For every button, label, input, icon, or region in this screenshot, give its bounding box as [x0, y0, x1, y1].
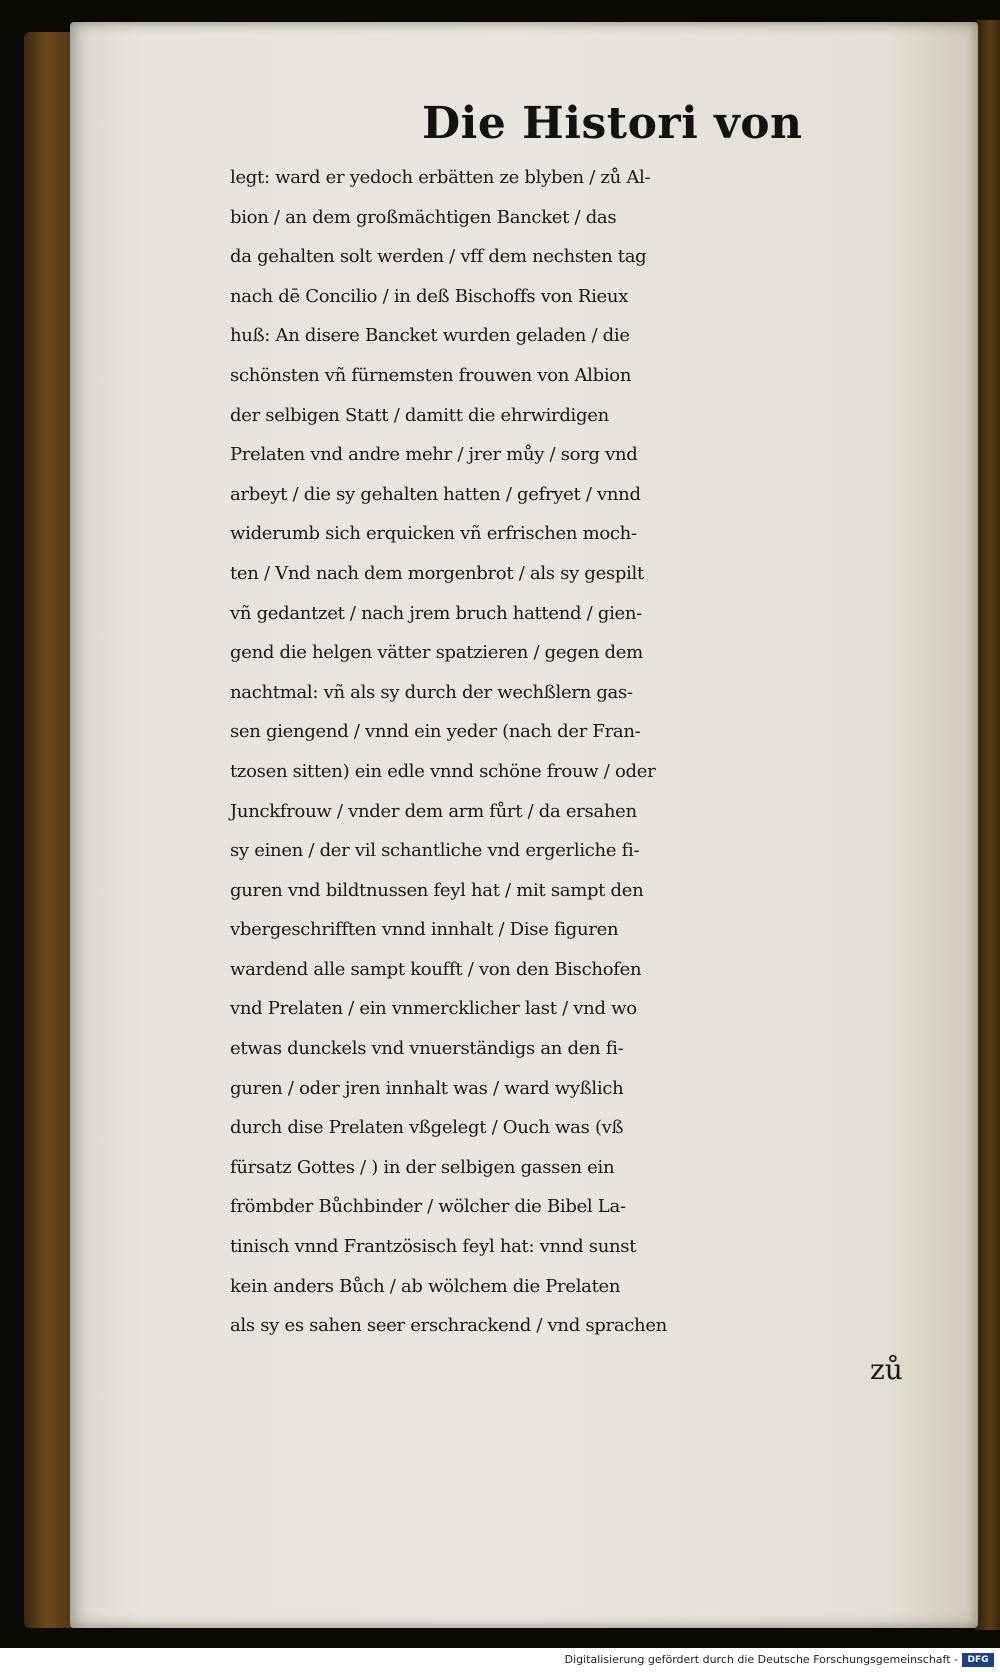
text-line: etwas dunckels vnd vnuerständigs an den fi-: [230, 1038, 624, 1060]
text-line: tzosen sitten) ein edle vnnd schöne frouw / oder: [230, 760, 656, 782]
text-line: bion / an dem großmächtigen Bancket / das: [230, 206, 617, 228]
running-head: Die Histori von: [422, 98, 803, 149]
text-line: sen giengend / vnnd ein yeder (nach der Fran-: [230, 721, 641, 743]
text-line: Junckfrouw / vnder dem arm fůrt / da ersahen: [230, 800, 637, 822]
text-line: Prelaten vnd andre mehr / jrer můy / sorg vnd: [230, 444, 638, 466]
text-line: nachtmal: vñ als sy durch der wechßlern gas-: [230, 681, 633, 703]
text-line: fürsatz Gottes / ) in der selbigen gassen ein: [230, 1156, 615, 1178]
text-line: huß: An disere Bancket wurden geladen / die: [230, 325, 630, 347]
text-line: vñ gedantzet / nach jrem bruch hattend / gien-: [230, 602, 642, 624]
text-line: vnd Prelaten / ein vnmercklicher last / vnd wo: [230, 998, 637, 1020]
text-line: da gehalten solt werden / vff dem nechsten tag: [230, 246, 647, 268]
text-line: guren vnd bildtnussen feyl hat / mit sampt den: [230, 879, 644, 901]
text-line: nach dē Concilio / in deß Bischoffs von Rieux: [230, 285, 629, 307]
text-line: frömbder Bůchbinder / wölcher die Bibel La-: [230, 1196, 626, 1218]
text-line: widerumb sich erquicken vñ erfrischen moch-: [230, 523, 637, 545]
text-line: durch dise Prelaten vßgelegt / Ouch was (vß: [230, 1117, 624, 1139]
text-line: sy einen / der vil schantliche vnd ergerliche fi-: [230, 840, 640, 862]
text-line: legt: ward er yedoch erbätten ze blyben / zů Al-: [230, 167, 651, 188]
book-cover-left-edge: [24, 32, 76, 1628]
text-line: der selbigen Statt / damitt die ehrwirdigen: [230, 404, 609, 426]
text-line: kein anders Bůch / ab wölchem die Prelaten: [230, 1275, 621, 1297]
text-line: als sy es sahen seer erschrackend / vnd sprachen: [230, 1315, 667, 1337]
text-line: gend die helgen vätter spatzieren / gegen dem: [230, 642, 643, 664]
text-line: arbeyt / die sy gehalten hatten / gefryet / vnnd: [230, 483, 641, 505]
digitization-footer: [0, 1648, 1000, 1672]
text-line: wardend alle sampt koufft / von den Bischofen: [230, 958, 642, 980]
book-cover-right-edge: [975, 20, 1000, 1630]
text-line: guren / oder jren innhalt was / ward wyßlich: [230, 1077, 624, 1099]
body-text: [230, 158, 920, 1346]
text-line: ten / Vnd nach dem morgenbrot / als sy gespilt: [230, 562, 644, 584]
text-line: tinisch vnnd Frantzösisch feyl hat: vnnd sunst: [230, 1236, 637, 1258]
text-line: vbergeschrifften vnnd innhalt / Dise figuren: [230, 919, 619, 941]
funding-notice: Digitalisierung gefördert durch die Deutsche Forschungsgemeinschaft -: [564, 1653, 958, 1666]
text-line: schönsten vñ fürnemsten frouwen von Albion: [230, 364, 632, 386]
dfg-logo: DFG: [962, 1653, 994, 1667]
catchword: zů: [870, 1353, 903, 1386]
